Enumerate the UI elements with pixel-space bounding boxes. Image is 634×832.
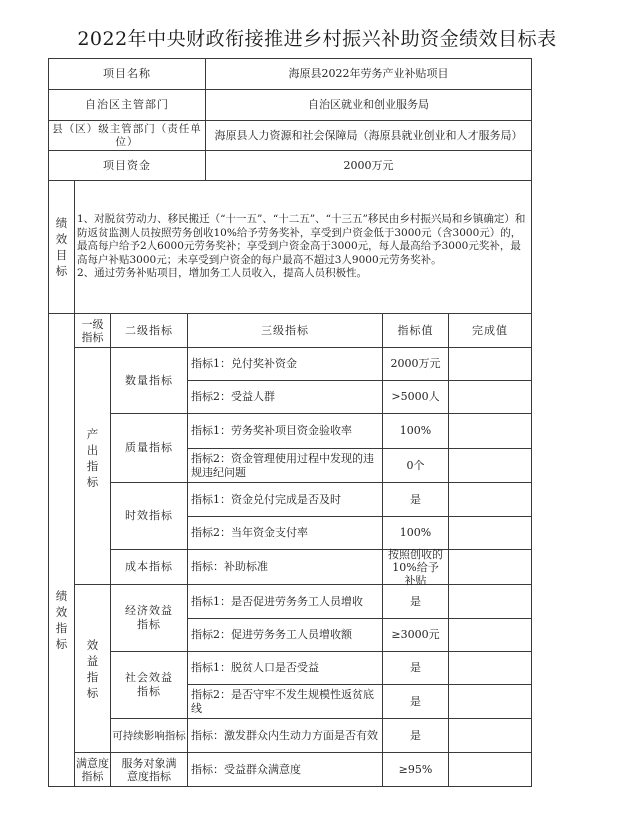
indicator-actual [448, 347, 532, 381]
goal-text [74, 180, 532, 314]
indicator-name: 指标2：促进劳务务工人员增收额 [187, 618, 383, 652]
indicator-name: 指标1：资金兑付完成是否及时 [187, 482, 383, 517]
indicators-section-label [48, 313, 75, 787]
level2-quantity: 数量指标 [110, 347, 188, 414]
indicator-actual [448, 584, 532, 619]
indicator-name: 指标1：兑付奖补资金 [187, 347, 383, 381]
region-dept-label: 自治区主管部门 [48, 89, 206, 121]
indicator-actual [448, 482, 532, 517]
section-label-char: 绩 [55, 588, 68, 603]
header-level1: 一级指标 [74, 313, 111, 348]
level2-economic: 经济效益指标 [110, 584, 188, 652]
indicator-actual [448, 684, 532, 719]
indicator-actual [448, 380, 532, 414]
indicator-target: 100% [382, 413, 449, 449]
goal-label-char: 效 [55, 232, 68, 246]
section-label-char: 效 [55, 604, 68, 619]
funds-label: 项目资金 [48, 150, 206, 181]
header-level3: 三级指标 [187, 313, 383, 348]
level2-cost: 成本指标 [110, 549, 188, 585]
document-title: 2022年中央财政衔接推进乡村振兴补助资金绩效目标表 [77, 28, 557, 50]
output-label-char: 标 [86, 475, 99, 489]
goal-line-2: 2、通过劳务补贴项目，增加务工人员收入，提高人员积极性。 [77, 267, 368, 280]
section-label-char: 指 [55, 620, 68, 635]
header-actual: 完成值 [448, 313, 532, 348]
goal-line-1: 1、对脱贫劳动力、移民搬迁（“十一五”、“十二五”、“十三五”移民由乡村振兴局和乡镇确定）和防返贫监测人员按照劳务创收10%给予劳务奖补，享受到户资金低于3000元（含3000元）的，最高每户给予2人6000元劳务奖补；享受到户资金高于3000元，每人最高给予3000元奖补，最高每户补贴3000元；未享受到户资金的每户最高不超过3人9000元劳务奖补。 [77, 213, 526, 266]
county-dept-value: 海原县人力资源和社会保障局（海原县就业创业和人才服务局） [205, 120, 532, 151]
indicator-actual [448, 651, 532, 685]
indicator-actual [448, 413, 532, 449]
indicator-target: 是 [382, 718, 449, 753]
indicator-target: 是 [382, 584, 449, 619]
goal-label-char: 绩 [55, 216, 68, 230]
level1-output [74, 347, 111, 585]
level2-quality: 质量指标 [110, 413, 188, 483]
level2-service-satisfaction: 服务对象满意度指标 [110, 752, 188, 787]
indicator-name: 指标：激发群众内生动力方面是否有效 [187, 718, 383, 753]
benefit-label-char: 益 [86, 653, 99, 668]
county-dept-label: 县（区）级主管部门（责任单位） [48, 120, 206, 151]
output-label-char: 产 [86, 427, 99, 441]
indicator-target: 100% [382, 516, 449, 550]
goal-section-label [48, 180, 75, 314]
indicator-target: 是 [382, 684, 449, 719]
benefit-label-char: 标 [86, 685, 99, 700]
indicator-name: 指标：补助标准 [187, 549, 383, 585]
indicator-target: 是 [382, 482, 449, 517]
indicator-actual [448, 549, 532, 585]
indicator-actual [448, 448, 532, 483]
indicator-name: 指标1：是否促进劳务务工人员增收 [187, 584, 383, 619]
indicator-target: ≥95% [382, 752, 449, 787]
level2-timeliness: 时效指标 [110, 482, 188, 550]
indicator-target: >5000人 [382, 380, 449, 414]
indicator-actual [448, 752, 532, 787]
project-name-value: 海原县2022年劳务产业补贴项目 [205, 58, 532, 90]
indicator-target: 2000万元 [382, 347, 449, 381]
goal-label-char: 目 [55, 248, 68, 262]
indicator-target: 按照创收的10%给予补贴 [382, 549, 449, 585]
project-name-label: 项目名称 [48, 58, 206, 90]
level2-sustainable: 可持续影响指标 [110, 718, 188, 753]
level1-satisfaction: 满意度指标 [74, 752, 111, 787]
goal-label-char: 标 [55, 264, 68, 278]
indicator-name: 指标2：受益人群 [187, 380, 383, 414]
region-dept-value: 自治区就业和创业服务局 [205, 89, 532, 121]
indicator-actual [448, 516, 532, 550]
benefit-label-char: 效 [86, 637, 99, 652]
output-label-char: 出 [86, 443, 99, 457]
indicator-name: 指标：受益群众满意度 [187, 752, 383, 787]
indicator-name: 指标1：脱贫人口是否受益 [187, 651, 383, 685]
header-target: 指标值 [382, 313, 449, 348]
indicator-target: 0个 [382, 448, 449, 483]
funds-value: 2000万元 [205, 150, 532, 181]
level1-benefit [74, 584, 111, 753]
benefit-label-char: 指 [86, 669, 99, 684]
output-label-char: 指 [86, 459, 99, 473]
section-label-char: 标 [55, 636, 68, 651]
indicator-target: 是 [382, 651, 449, 685]
indicator-target: ≥3000元 [382, 618, 449, 652]
indicator-actual [448, 718, 532, 753]
indicator-actual [448, 618, 532, 652]
indicator-name: 指标2：是否守牢不发生规模性返贫底线 [187, 684, 383, 719]
indicator-name: 指标1：劳务奖补项目资金验收率 [187, 413, 383, 449]
indicator-name: 指标2：资金管理使用过程中发现的违规违纪问题 [187, 448, 383, 483]
indicator-name: 指标2：当年资金支付率 [187, 516, 383, 550]
level2-social: 社会效益指标 [110, 651, 188, 719]
header-level2: 二级指标 [110, 313, 188, 348]
